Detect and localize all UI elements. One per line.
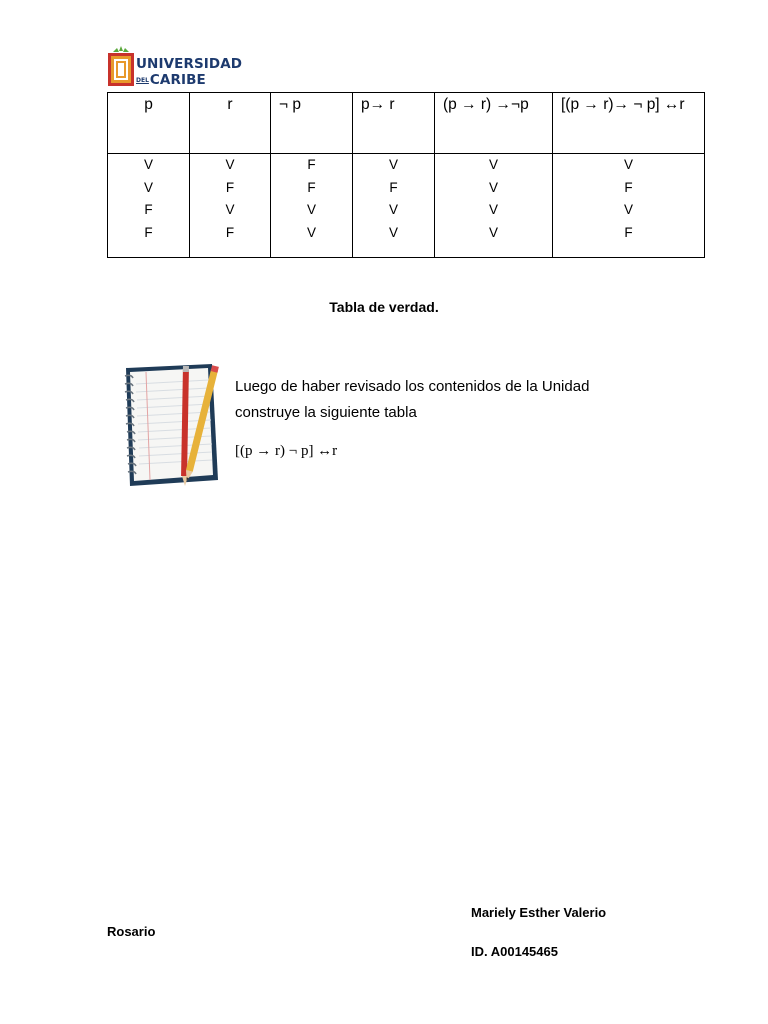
- header-p-implies-r: p→ r: [353, 93, 435, 154]
- logo-title: UNIVERSIDAD: [136, 56, 243, 72]
- column-p-values: [108, 154, 190, 258]
- logo-del: DEL: [136, 77, 149, 84]
- table-cell: V: [388, 224, 398, 240]
- table-header-row: [108, 93, 705, 154]
- university-crest-icon: [107, 46, 135, 88]
- logo-caribe: CARIBE: [149, 72, 206, 88]
- table-cell: F: [225, 224, 235, 240]
- table-cell: V: [623, 157, 633, 172]
- university-logo: [107, 46, 247, 88]
- table-cell: V: [488, 224, 498, 240]
- table-cell: V: [225, 202, 235, 217]
- table-cell: V: [488, 179, 498, 195]
- table-cell: V: [388, 202, 398, 217]
- table-cell: F: [307, 179, 316, 195]
- table-cell: V: [143, 157, 153, 172]
- table-cell: V: [623, 202, 633, 217]
- table-cell: V: [388, 157, 398, 172]
- table-cell: V: [306, 224, 316, 240]
- table-cell: F: [225, 179, 235, 195]
- table-cell: F: [144, 224, 153, 240]
- logo-subtitle: [136, 71, 206, 89]
- table-row: [108, 154, 705, 258]
- instruction-line-2: construye la siguiente tabla: [235, 404, 417, 421]
- header-p: p: [108, 93, 190, 154]
- table-cell: F: [624, 179, 633, 195]
- column-not-p-values: [271, 154, 353, 258]
- table-cell: V: [306, 202, 316, 217]
- author-name: Mariely Esther Valerio: [471, 905, 607, 920]
- table-cell: F: [624, 224, 633, 240]
- table-cell: V: [225, 157, 235, 172]
- table-cell: F: [307, 157, 316, 172]
- column-r-values: [190, 154, 271, 258]
- instruction-text: [235, 374, 655, 426]
- table-cell: F: [144, 202, 153, 217]
- table-cell: F: [389, 179, 398, 195]
- header-implication-not-p: (p → r) →¬p: [435, 93, 553, 154]
- column-biconditional-values: [553, 154, 705, 258]
- formula-text: [(p → r) ¬ p] ↔r: [235, 443, 338, 459]
- column-implication-not-p-values: [435, 154, 553, 258]
- column-p-implies-r-values: [353, 154, 435, 258]
- header-biconditional: [(p → r)→ ¬ p] ↔r: [553, 93, 705, 154]
- author-surname: Rosario: [107, 924, 156, 939]
- table-cell: V: [143, 179, 153, 195]
- header-not-p: ¬ p: [271, 93, 353, 154]
- table-caption: Tabla de verdad.: [329, 299, 439, 315]
- table-cell: V: [488, 157, 498, 172]
- table-cell: V: [488, 202, 498, 217]
- student-id: ID. A00145465: [471, 944, 558, 959]
- header-r: r: [190, 93, 271, 154]
- notebook-pencil-icon: [120, 362, 222, 488]
- instruction-line-1: Luego de haber revisado los contenidos de la Unidad: [235, 378, 590, 395]
- truth-table: [107, 92, 705, 258]
